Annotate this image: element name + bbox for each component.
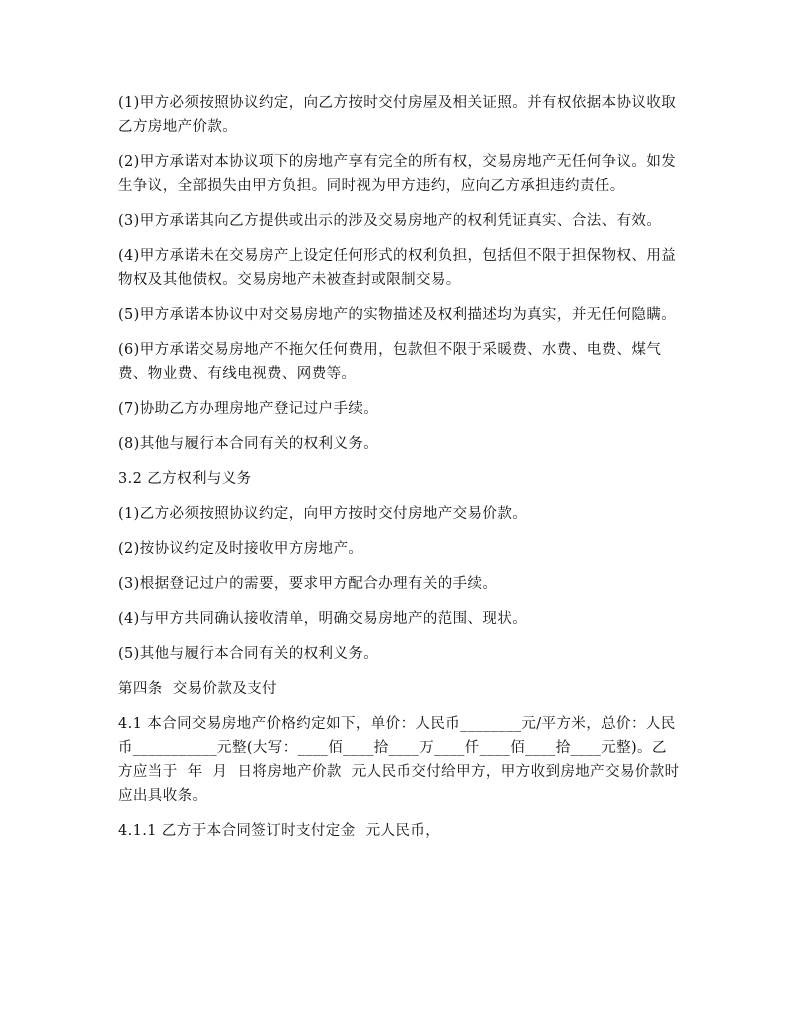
clause-4-1: 4.1 本合同交易房地产价格约定如下，单价：人民币________元/平方米，总价：人民币___________元整(大写：____佰____拾____万____仟____佰____拾____元整)。乙方应当于 年 月 日将房地产价款 元人民币交付给甲方，甲方收到房地产交易价款时应出具收条。: [118, 716, 680, 804]
clause-1-1: (1)甲方必须按照协议约定，向乙方按时交付房屋及相关证照。并有权依据本协议收取乙方房地产价款。: [118, 95, 677, 135]
clause-1-7: (7)协助乙方办理房地产登记过户手续。: [118, 401, 379, 417]
clause-2-1: (1)乙方必须按照协议约定，向甲方按时交付房地产交易价款。: [118, 506, 528, 522]
clause-4-1-1: 4.1.1 乙方于本合同签订时支付定金 元人民币，: [118, 823, 441, 839]
document-body: [118, 91, 680, 854]
clause-1-6: (6)甲方承诺交易房地产不拖欠任何费用，包款但不限于采暖费、水费、电费、煤气费、物业费、有线电视费、网费等。: [118, 342, 662, 382]
article-4-heading: 第四条 交易价款及支付: [118, 681, 278, 697]
clause-1-5: (5)甲方承诺本协议中对交易房地产的实物描述及权利描述均为真实，并无任何隐瞒。: [118, 307, 677, 323]
clause-2-3: (3)根据登记过户的需要，要求甲方配合办理有关的手续。: [118, 576, 498, 592]
section-3-2-heading: 3.2 乙方权利与义务: [118, 471, 252, 487]
clause-2-4: (4)与甲方共同确认接收清单，明确交易房地产的范围、现状。: [118, 611, 528, 627]
clause-1-3: (3)甲方承诺其向乙方提供或出示的涉及交易房地产的权利凭证真实、合法、有效。: [118, 213, 662, 229]
clause-1-4: (4)甲方承诺未在交易房产上设定任何形式的权利负担，包括但不限于担保物权、用益物权及其他债权。交易房地产未被查封或限制交易。: [118, 248, 677, 288]
clause-1-8: (8)其他与履行本合同有关的权利义务。: [118, 436, 379, 452]
clause-2-5: (5)其他与履行本合同有关的权利义务。: [118, 646, 379, 662]
clause-1-2: (2)甲方承诺对本协议项下的房地产享有完全的所有权，交易房地产无任何争议。如发生争议，全部损失由甲方负担。同时视为甲方违约，应向乙方承担违约责任。: [118, 154, 677, 194]
clause-2-2: (2)按协议约定及时接收甲方房地产。: [118, 541, 364, 557]
